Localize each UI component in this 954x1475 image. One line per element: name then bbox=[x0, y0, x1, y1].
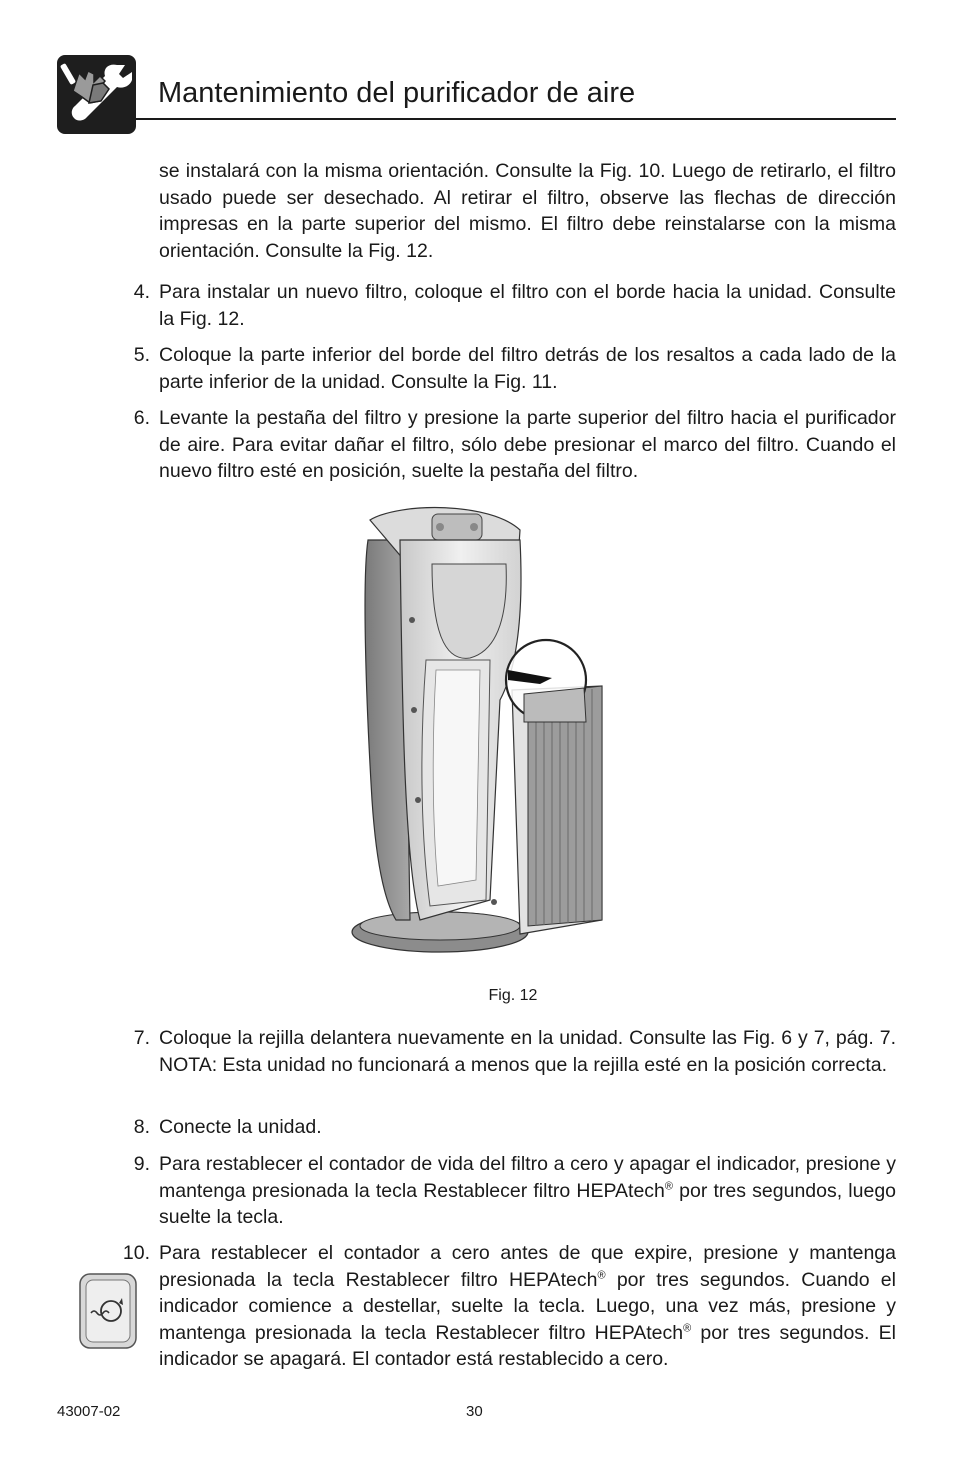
step-number: 7. bbox=[133, 1027, 150, 1049]
step-number: 5. bbox=[133, 344, 150, 366]
step-text: Coloque la rejilla delantera nuevamente en la unidad. Consulte las Fig. 6 y 7, pág. 7. NOTA: Esta unidad no funcionará a menos que la rejilla esté en la posición correcta. bbox=[159, 1027, 896, 1076]
filter-reset-key-icon bbox=[79, 1273, 137, 1349]
tools-hand-icon bbox=[57, 55, 136, 134]
step-number: 10. bbox=[122, 1242, 150, 1264]
step-text-part: Para restablecer el contador a cero antes de que expire, presione y mantenga presionada la tecla Restablecer filtro HEPAtech bbox=[159, 1242, 896, 1291]
step-number: 9. bbox=[133, 1153, 150, 1175]
list-item bbox=[110, 405, 896, 485]
step-number: 4. bbox=[133, 281, 150, 303]
step-text: Para instalar un nuevo filtro, coloque el filtro con el borde hacia la unidad. Consulte la Fig. 12. bbox=[159, 281, 896, 330]
page-number: 30 bbox=[466, 1403, 483, 1420]
list-item bbox=[110, 1114, 896, 1141]
list-item bbox=[110, 279, 896, 332]
step-number: 6. bbox=[133, 407, 150, 429]
document-number: 43007-02 bbox=[57, 1403, 121, 1420]
page-title: Mantenimiento del purificador de aire bbox=[158, 77, 636, 109]
step-text-part: por tres segundos. El indicador se apagará. El contador está restablecido a cero. bbox=[159, 1321, 897, 1370]
step-text bbox=[159, 1240, 896, 1373]
registered-mark: ® bbox=[597, 1269, 606, 1281]
list-item bbox=[110, 1240, 896, 1373]
step-text: Conecte la unidad. bbox=[159, 1116, 322, 1138]
list-item bbox=[110, 1151, 896, 1231]
step-text-part: por tres segundos. Cuando el indicador comience a destellar, suelte la tecla. Luego, una vez más, presione y mantenga presionada la tecla Restablecer filtro HEPAtech bbox=[159, 1268, 896, 1344]
step-text bbox=[159, 1151, 896, 1231]
step-text: Levante la pestaña del filtro y presione la parte superior del filtro hacia el purificador de aire. Para evitar dañar el filtro, sólo debe presionar el marco del filtro. Cuando el nuevo filtro esté en posición, suelte la pestaña del filtro. bbox=[159, 407, 896, 482]
step-text: Coloque la parte inferior del borde del filtro detrás de los resaltos a cada lado de la parte inferior de la unidad. Consulte la Fig. 11. bbox=[159, 344, 896, 393]
figure-caption: Fig. 12 bbox=[488, 987, 538, 1004]
intro-paragraph: se instalará con la misma orientación. Consulte la Fig. 10. Luego de retirarlo, el filtro usado puede ser desechado. Al retirar el filtro, observe las flechas de dirección impresas en la parte superior del mismo. El filtro debe reinstalarse con la misma orientación. Consulte la Fig. 12. bbox=[159, 160, 896, 262]
figure-air-purifier-filter bbox=[340, 500, 620, 960]
step-number: 8. bbox=[133, 1116, 150, 1138]
list-item bbox=[110, 1025, 896, 1078]
header-rule bbox=[136, 118, 896, 120]
registered-mark: ® bbox=[664, 1180, 674, 1192]
step-text-part: Para restablecer el contador de vida del filtro a cero y apagar el indicador, presione y mantenga presionada la tecla Restablecer filtro HEPAtech bbox=[159, 1153, 896, 1202]
registered-mark: ® bbox=[683, 1322, 692, 1334]
list-item bbox=[110, 342, 896, 395]
step-text-part: por tres segundos, luego suelte la tecla. bbox=[159, 1179, 897, 1228]
